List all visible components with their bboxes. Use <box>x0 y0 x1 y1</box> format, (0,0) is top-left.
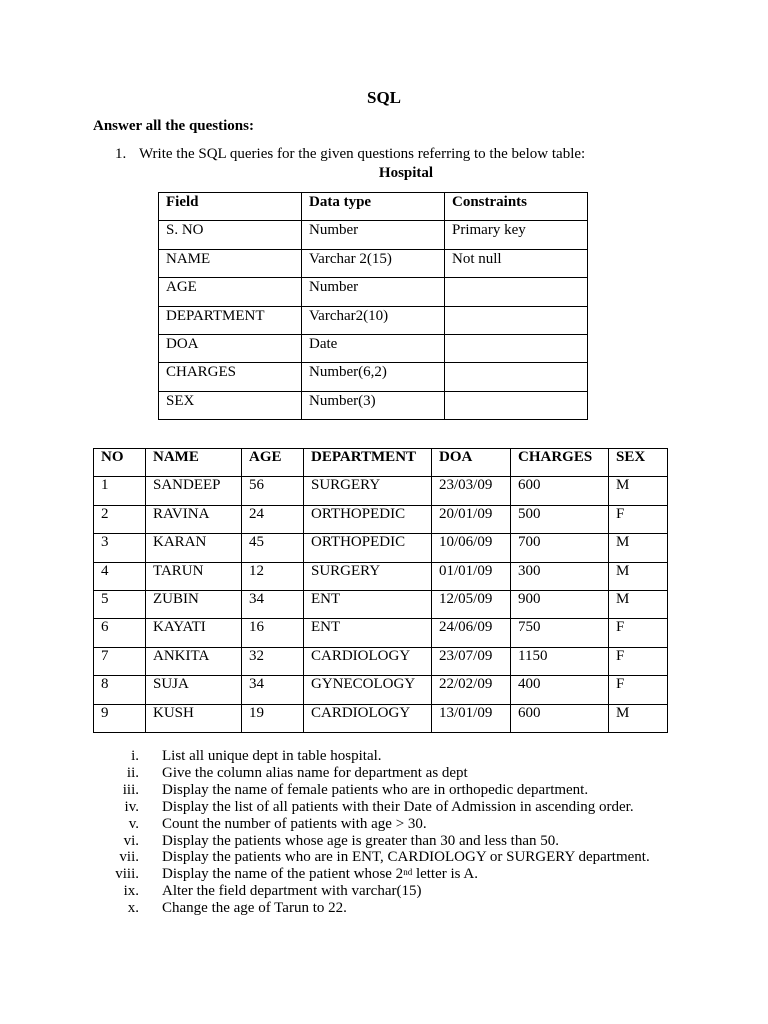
schema-cell: Number(6,2) <box>302 363 445 391</box>
table-row <box>94 505 668 533</box>
list-item <box>93 748 650 765</box>
table-cell: 4 <box>94 562 146 590</box>
schema-cell: Varchar2(10) <box>302 306 445 334</box>
table-cell: 56 <box>242 477 304 505</box>
schema-header-cell: Constraints <box>445 193 588 221</box>
table-cell: 32 <box>242 647 304 675</box>
list-item <box>93 782 650 799</box>
table-cell: SUJA <box>146 676 242 704</box>
table-cell: 1 <box>94 477 146 505</box>
table-cell: KAYATI <box>146 619 242 647</box>
question-superscript: nd <box>403 867 413 878</box>
table-cell: M <box>609 704 668 732</box>
question-numeral: iii. <box>122 781 139 798</box>
table-cell: F <box>609 647 668 675</box>
table-cell: 900 <box>511 590 609 618</box>
list-item <box>93 799 650 816</box>
list-item <box>93 816 650 833</box>
schema-row <box>159 221 588 249</box>
table-cell: 750 <box>511 619 609 647</box>
question-text: Count the number of patients with age > 30. <box>162 815 427 832</box>
schema-cell: Date <box>302 334 445 362</box>
table-cell: TARUN <box>146 562 242 590</box>
table-cell: 23/03/09 <box>432 477 511 505</box>
question-numeral: ii. <box>126 764 139 781</box>
schema-cell: CHARGES <box>159 363 302 391</box>
data-header-cell: SEX <box>609 449 668 477</box>
table-cell: 34 <box>242 590 304 618</box>
table-cell: 16 <box>242 619 304 647</box>
table-cell: 34 <box>242 676 304 704</box>
table-cell: 24 <box>242 505 304 533</box>
table-cell: M <box>609 477 668 505</box>
schema-cell: Varchar 2(15) <box>302 249 445 277</box>
table-cell: 3 <box>94 534 146 562</box>
list-item <box>93 833 650 850</box>
schema-header-row <box>159 193 588 221</box>
data-header-cell: AGE <box>242 449 304 477</box>
table-cell: 700 <box>511 534 609 562</box>
table-cell: ORTHOPEDIC <box>304 534 432 562</box>
table-cell: CARDIOLOGY <box>304 704 432 732</box>
schema-cell: DEPARTMENT <box>159 306 302 334</box>
list-item <box>93 883 650 900</box>
table-row <box>94 562 668 590</box>
table-cell: 300 <box>511 562 609 590</box>
table-cell: 600 <box>511 477 609 505</box>
table-cell: 600 <box>511 704 609 732</box>
table-cell: RAVINA <box>146 505 242 533</box>
table-cell: 1150 <box>511 647 609 675</box>
data-header-cell: NAME <box>146 449 242 477</box>
table-cell: ENT <box>304 619 432 647</box>
data-header-cell: DOA <box>432 449 511 477</box>
data-header-cell: NO <box>94 449 146 477</box>
table-cell: 2 <box>94 505 146 533</box>
table-cell: 19 <box>242 704 304 732</box>
table-cell: ANKITA <box>146 647 242 675</box>
table-row <box>94 590 668 618</box>
question-text <box>162 866 478 883</box>
table-cell: 23/07/09 <box>432 647 511 675</box>
question-numeral: vi. <box>123 832 139 849</box>
table-cell: 6 <box>94 619 146 647</box>
schema-cell: S. NO <box>159 221 302 249</box>
table-row <box>94 534 668 562</box>
schema-cell: Not null <box>445 249 588 277</box>
schema-cell: NAME <box>159 249 302 277</box>
question-text: Display the patients who are in ENT, CARDIOLOGY or SURGERY department. <box>162 849 650 866</box>
schema-cell: Number <box>302 278 445 306</box>
table-cell: M <box>609 590 668 618</box>
table-cell: KARAN <box>146 534 242 562</box>
table-cell: M <box>609 562 668 590</box>
data-header-row <box>94 449 668 477</box>
schema-cell <box>445 334 588 362</box>
question-text: Display the name of female patients who are in orthopedic department. <box>162 781 589 798</box>
schema-cell: Number(3) <box>302 391 445 419</box>
question-list <box>93 748 650 917</box>
table-cell: KUSH <box>146 704 242 732</box>
table-row <box>94 704 668 732</box>
question-numeral: iv. <box>124 798 139 815</box>
table-cell: 9 <box>94 704 146 732</box>
schema-row <box>159 363 588 391</box>
table-row <box>94 619 668 647</box>
question-1-text: Write the SQL queries for the given questions referring to the below table: <box>139 146 586 162</box>
question-numeral: x. <box>127 900 139 917</box>
table-row <box>94 647 668 675</box>
schema-row <box>159 306 588 334</box>
table-cell: 10/06/09 <box>432 534 511 562</box>
question-text-part: Display the name of the patient whose 2 <box>162 866 404 883</box>
question-text: Display the list of all patients with their Date of Admission in ascending order. <box>162 798 634 815</box>
schema-cell <box>445 363 588 391</box>
question-numeral: ix. <box>123 883 139 900</box>
table-cell: SURGERY <box>304 562 432 590</box>
data-header-cell: CHARGES <box>511 449 609 477</box>
schema-cell: AGE <box>159 278 302 306</box>
table-cell: 5 <box>94 590 146 618</box>
schema-cell <box>445 278 588 306</box>
list-item <box>93 866 650 883</box>
table-cell: SURGERY <box>304 477 432 505</box>
schema-row <box>159 391 588 419</box>
table-cell: 22/02/09 <box>432 676 511 704</box>
schema-cell <box>445 306 588 334</box>
schema-row <box>159 334 588 362</box>
list-item <box>93 849 650 866</box>
question-text: Alter the field department with varchar(15) <box>162 883 422 900</box>
schema-cell: SEX <box>159 391 302 419</box>
table-row <box>94 477 668 505</box>
table-cell: 01/01/09 <box>432 562 511 590</box>
schema-cell <box>445 391 588 419</box>
question-text: List all unique dept in table hospital. <box>162 748 382 764</box>
table-cell: ORTHOPEDIC <box>304 505 432 533</box>
table-cell: 24/06/09 <box>432 619 511 647</box>
table-cell: 12/05/09 <box>432 590 511 618</box>
schema-table <box>158 192 588 420</box>
question-numeral: viii. <box>115 866 139 883</box>
question-numeral: vii. <box>119 849 139 866</box>
table-cell: ZUBIN <box>146 590 242 618</box>
instruction-heading: Answer all the questions: <box>93 118 254 134</box>
question-numeral: v. <box>128 815 139 832</box>
question-numeral: i. <box>131 748 139 764</box>
table-cell: 7 <box>94 647 146 675</box>
table-cell: 20/01/09 <box>432 505 511 533</box>
table-cell: 13/01/09 <box>432 704 511 732</box>
page-title: SQL <box>366 88 402 107</box>
schema-cell: DOA <box>159 334 302 362</box>
schema-header-cell: Field <box>159 193 302 221</box>
table-cell: CARDIOLOGY <box>304 647 432 675</box>
list-item <box>93 900 650 917</box>
data-header-cell: DEPARTMENT <box>304 449 432 477</box>
table-cell: F <box>609 619 668 647</box>
schema-header-cell: Data type <box>302 193 445 221</box>
table-cell: F <box>609 505 668 533</box>
table-cell: M <box>609 534 668 562</box>
list-item <box>93 765 650 782</box>
table-cell: 400 <box>511 676 609 704</box>
table-cell: 45 <box>242 534 304 562</box>
table-row <box>94 676 668 704</box>
table-cell: 12 <box>242 562 304 590</box>
table-cell: ENT <box>304 590 432 618</box>
schema-cell: Primary key <box>445 221 588 249</box>
question-text: Display the patients whose age is greater than 30 and less than 50. <box>162 832 559 849</box>
table-cell: SANDEEP <box>146 477 242 505</box>
table-name: Hospital <box>378 165 434 181</box>
question-1-number: 1. <box>115 146 127 162</box>
question-text: Give the column alias name for department as dept <box>162 764 468 781</box>
schema-cell: Number <box>302 221 445 249</box>
table-cell: 8 <box>94 676 146 704</box>
question-text: Change the age of Tarun to 22. <box>162 900 347 917</box>
table-cell: GYNECOLOGY <box>304 676 432 704</box>
table-cell: 500 <box>511 505 609 533</box>
table-cell: F <box>609 676 668 704</box>
schema-row <box>159 249 588 277</box>
hospital-data-table <box>93 448 668 733</box>
question-1 <box>115 146 585 163</box>
question-text-part: letter is A. <box>412 866 479 883</box>
schema-row <box>159 278 588 306</box>
